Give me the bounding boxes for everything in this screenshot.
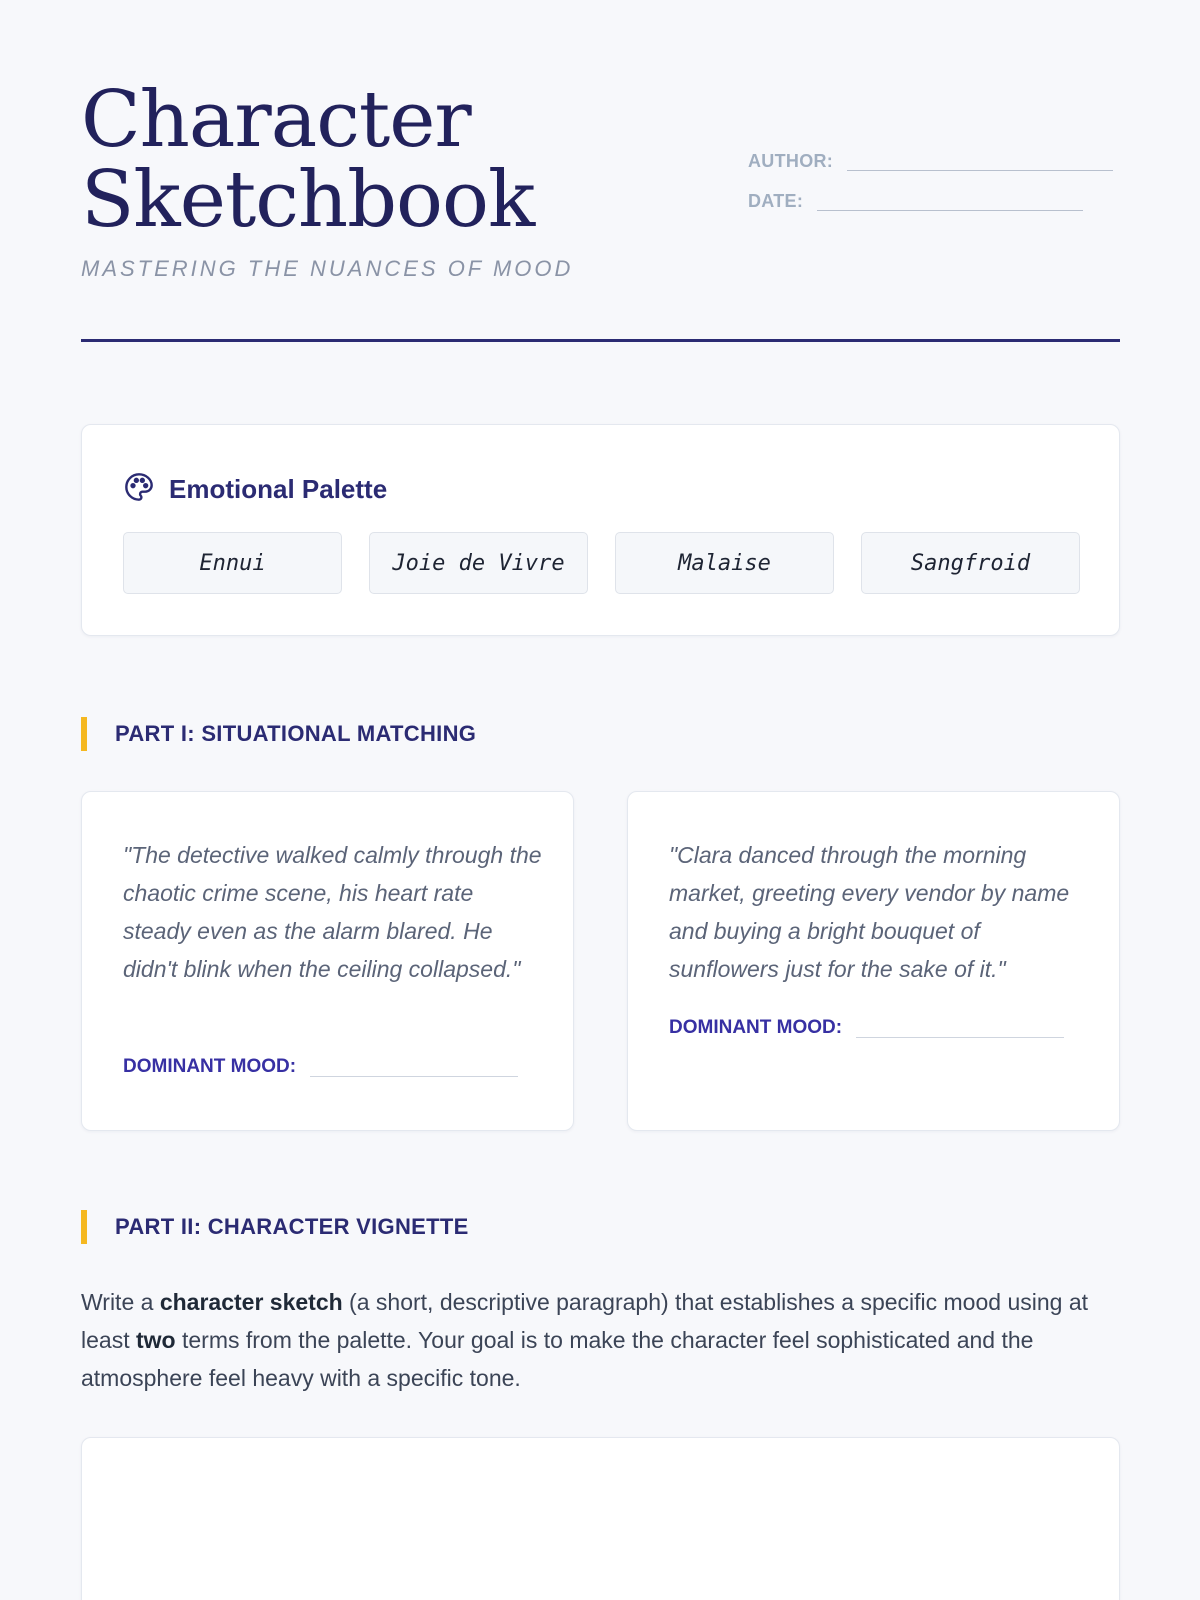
part-1-heading bbox=[81, 717, 476, 751]
palette-term: Malaise bbox=[615, 532, 834, 594]
part-2-heading-text: PART II: CHARACTER VIGNETTE bbox=[115, 1214, 469, 1239]
part-1-heading-text: PART I: SITUATIONAL MATCHING bbox=[115, 721, 477, 746]
date-input-line[interactable] bbox=[817, 210, 1083, 211]
page-title bbox=[81, 75, 535, 245]
scenario-quote: "Clara danced through the morning market, greeting every vendor by name and buying a bright bouquet of sunflowers just for the sake of it." bbox=[669, 842, 1070, 982]
emotional-palette-card bbox=[81, 424, 1120, 636]
scenario-card-1 bbox=[81, 791, 574, 1131]
scenario-quote: "The detective walked calmly through the chaotic crime scene, his heart rate steady even as the alarm blared. He didn't blink when the ceiling collapsed." bbox=[123, 842, 542, 982]
author-input-line[interactable] bbox=[847, 170, 1113, 171]
instructions-text: (a short, descriptive paragraph) that establishes a specific mood using at least bbox=[81, 1289, 1089, 1353]
title-line-1: Character bbox=[81, 75, 471, 165]
part-2-heading bbox=[81, 1210, 469, 1244]
dominant-mood-input-line[interactable] bbox=[310, 1076, 518, 1077]
author-label: AUTHOR: bbox=[748, 151, 834, 171]
instructions-bold-term: character sketch bbox=[159, 1289, 343, 1315]
author-field bbox=[748, 151, 1113, 172]
palette-term: Sangfroid bbox=[861, 532, 1080, 594]
palette-header bbox=[123, 471, 387, 508]
dominant-mood-label: DOMINANT MOOD: bbox=[669, 1017, 843, 1038]
palette-terms bbox=[123, 532, 1080, 594]
instructions-text: terms from the palette. Your goal is to make the character feel sophisticated and the atmosphere feel heavy with a specific tone. bbox=[81, 1327, 1034, 1391]
date-label: DATE: bbox=[748, 191, 804, 211]
dominant-mood-field bbox=[669, 1017, 1064, 1039]
heading-accent-bar bbox=[81, 717, 87, 751]
worksheet-page bbox=[81, 0, 1120, 1391]
heading-accent-bar bbox=[81, 1210, 87, 1244]
header bbox=[81, 0, 1120, 345]
date-field bbox=[748, 191, 1083, 212]
header-divider bbox=[81, 339, 1120, 342]
scenario-card-2 bbox=[627, 791, 1120, 1131]
palette-icon bbox=[123, 471, 155, 508]
vignette-writing-area[interactable] bbox=[81, 1437, 1120, 1600]
dominant-mood-field bbox=[123, 1056, 518, 1078]
palette-term: Joie de Vivre bbox=[369, 532, 588, 594]
vignette-instructions bbox=[81, 1283, 1120, 1397]
instructions-bold-term: two bbox=[135, 1327, 176, 1353]
title-line-2: Sketchbook bbox=[81, 155, 535, 245]
dominant-mood-input-line[interactable] bbox=[856, 1037, 1064, 1038]
instructions-text: Write a bbox=[81, 1289, 160, 1315]
page-subtitle: MASTERING THE NUANCES OF MOOD bbox=[81, 256, 574, 281]
dominant-mood-label: DOMINANT MOOD: bbox=[123, 1056, 297, 1077]
palette-term: Ennui bbox=[123, 532, 342, 594]
palette-title: Emotional Palette bbox=[169, 474, 388, 504]
